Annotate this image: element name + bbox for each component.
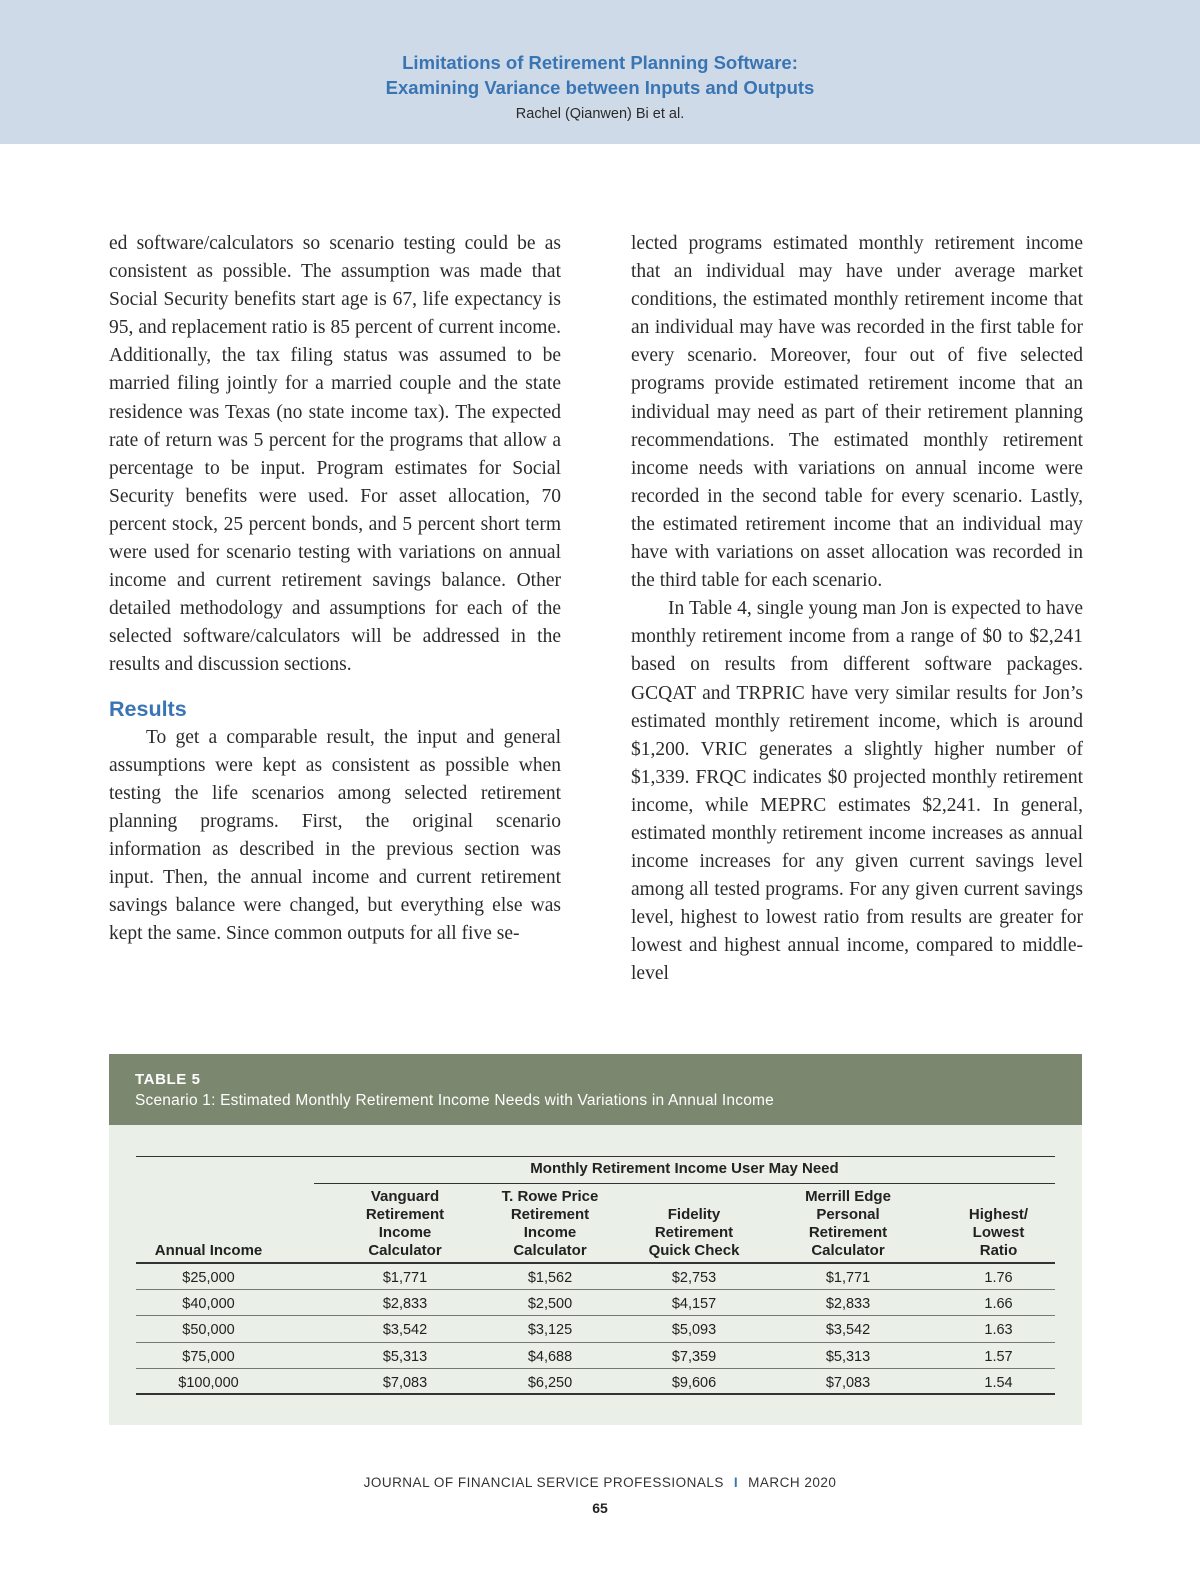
column-headers bbox=[136, 1186, 1055, 1260]
column-header-vanguard: Vanguard Retirement Income Calculator bbox=[365, 1188, 445, 1259]
table-row bbox=[136, 1343, 1055, 1369]
cell-vanguard: $3,542 bbox=[382, 1322, 428, 1339]
cell-annual-income: $25,000 bbox=[182, 1270, 235, 1286]
column-group-header: Monthly Retirement Income User May Need bbox=[530, 1160, 839, 1177]
page-footer bbox=[0, 1475, 1200, 1490]
journal-name: JOURNAL OF FINANCIAL SERVICE PROFESSIONALS bbox=[363, 1475, 724, 1490]
cell-fidelity: $5,093 bbox=[671, 1322, 717, 1339]
cell-merrill-edge: $1,771 bbox=[825, 1270, 871, 1286]
column-header-annual-income: Annual Income bbox=[154, 1242, 263, 1259]
table-row bbox=[136, 1290, 1055, 1316]
column-header-merrill-edge: Merrill Edge Personal Retirement Calculator bbox=[805, 1188, 891, 1259]
cell-vanguard: $7,083 bbox=[382, 1374, 428, 1391]
footer-separator: I bbox=[733, 1475, 739, 1490]
issue-date: MARCH 2020 bbox=[748, 1475, 837, 1490]
left-text-column bbox=[109, 230, 561, 948]
cell-vanguard: $2,833 bbox=[382, 1296, 428, 1313]
column-header-t-rowe-price: T. Rowe Price Retirement Income Calculator bbox=[501, 1188, 599, 1259]
table-body bbox=[136, 1264, 1055, 1395]
cell-ratio: 1.57 bbox=[984, 1348, 1013, 1365]
cell-t-rowe-price: $1,562 bbox=[527, 1270, 573, 1286]
column-group-rule bbox=[314, 1183, 1055, 1184]
article-title-line-2: Examining Variance between Inputs and Outputs bbox=[385, 77, 815, 98]
cell-fidelity: $7,359 bbox=[671, 1348, 717, 1365]
running-header bbox=[0, 0, 1200, 144]
cell-merrill-edge: $5,313 bbox=[825, 1348, 871, 1365]
right-text-column bbox=[631, 230, 1083, 989]
body-paragraph: ed software/calculators so scenario testing could be as consistent as possible. The assumption was made that Social Security benefits start age is 67, life expectancy is 95, and replacement ratio is 85 percent of current income. Additionally, the tax filing status was assumed to be married filing jointly for a married couple and the state residence was Texas (no state income tax). The expected rate of return was 5 percent for the programs that allow a percentage to be input. Program estimates for Social Security benefits were used. For asset allocation, 70 percent stock, 25 percent bonds, and 5 percent short term were used for scenario testing with variations on annual income and current retirement savings balance. Other detailed methodology and assumptions for each of the selected software/calculators will be addressed in the results and discussion sections. bbox=[109, 233, 561, 676]
cell-vanguard: $5,313 bbox=[382, 1348, 428, 1365]
body-paragraph: lected programs estimated monthly retirement income that an individual may have under average market conditions, the estimated monthly retirement income that an individual may have was recorded in the first table for every scenario. Moreover, four out of five selected programs provide estimated retirement income that an individual may need as part of their retirement planning recommendations. The estimated monthly retirement income needs with variations on annual income were recorded in the second table for every scenario. Lastly, the estimated retirement income that an individual may have with variations on asset allocation was recorded in the third table for each scenario. bbox=[631, 233, 1083, 592]
cell-annual-income: $40,000 bbox=[182, 1296, 235, 1313]
cell-ratio: 1.66 bbox=[984, 1296, 1013, 1313]
cell-annual-income: $100,000 bbox=[178, 1374, 239, 1391]
column-header-fidelity: Fidelity Retirement Quick Check bbox=[648, 1206, 740, 1259]
cell-vanguard: $1,771 bbox=[382, 1270, 428, 1286]
body-paragraph: To get a comparable result, the input and general assumptions were kept as consistent as possible when testing the life scenarios among selected retirement planning programs. First, the original scenario information as described in the previous section was input. Then, the annual income and current retirement savings balance were changed, but everything else was kept the same. Since common outputs for all five se- bbox=[109, 726, 561, 945]
section-heading-results: Results bbox=[109, 696, 187, 721]
table-row bbox=[136, 1264, 1055, 1290]
cell-t-rowe-price: $4,688 bbox=[527, 1348, 573, 1365]
table-row bbox=[136, 1369, 1055, 1395]
cell-ratio: 1.54 bbox=[984, 1374, 1013, 1391]
column-header-ratio: Highest/ Lowest Ratio bbox=[968, 1206, 1029, 1259]
table-row bbox=[136, 1316, 1055, 1342]
body-paragraph: In Table 4, single young man Jon is expected to have monthly retirement income from a range of $0 to $2,241 based on results from different software packages. GCQAT and TRPRIC have very similar results for Jon’s estimated monthly retirement income, which is around $1,200. VRIC generates a slightly higher number of $1,339. FRQC indicates $0 projected monthly retirement income, while MEPRC estimates $2,241. In general, estimated monthly retirement income increases as annual income increases for any given current savings level among all tested programs. For any given current savings level, highest to lowest ratio from results are greater for lowest and highest annual income, compared to middle-level bbox=[631, 598, 1083, 985]
article-title-line-1: Limitations of Retirement Planning Software: bbox=[402, 52, 798, 73]
article-author: Rachel (Qianwen) Bi et al. bbox=[515, 106, 685, 122]
table-header-bar bbox=[109, 1054, 1082, 1125]
cell-annual-income: $75,000 bbox=[182, 1348, 235, 1365]
table-caption: Scenario 1: Estimated Monthly Retirement Income Needs with Variations in Annual Income bbox=[135, 1092, 774, 1109]
table-label: TABLE 5 bbox=[135, 1071, 201, 1088]
cell-merrill-edge: $3,542 bbox=[825, 1322, 871, 1339]
cell-t-rowe-price: $3,125 bbox=[527, 1322, 573, 1339]
table-top-rule bbox=[136, 1156, 1055, 1157]
cell-fidelity: $9,606 bbox=[671, 1374, 717, 1391]
cell-merrill-edge: $7,083 bbox=[825, 1374, 871, 1391]
cell-ratio: 1.76 bbox=[984, 1270, 1013, 1286]
cell-t-rowe-price: $2,500 bbox=[527, 1296, 573, 1313]
cell-t-rowe-price: $6,250 bbox=[527, 1374, 573, 1391]
page-number: 65 bbox=[592, 1500, 608, 1516]
cell-annual-income: $50,000 bbox=[182, 1322, 235, 1339]
cell-merrill-edge: $2,833 bbox=[825, 1296, 871, 1313]
cell-fidelity: $4,157 bbox=[671, 1296, 717, 1313]
cell-fidelity: $2,753 bbox=[671, 1270, 717, 1286]
table-5 bbox=[109, 1054, 1082, 1425]
cell-ratio: 1.63 bbox=[984, 1322, 1013, 1339]
